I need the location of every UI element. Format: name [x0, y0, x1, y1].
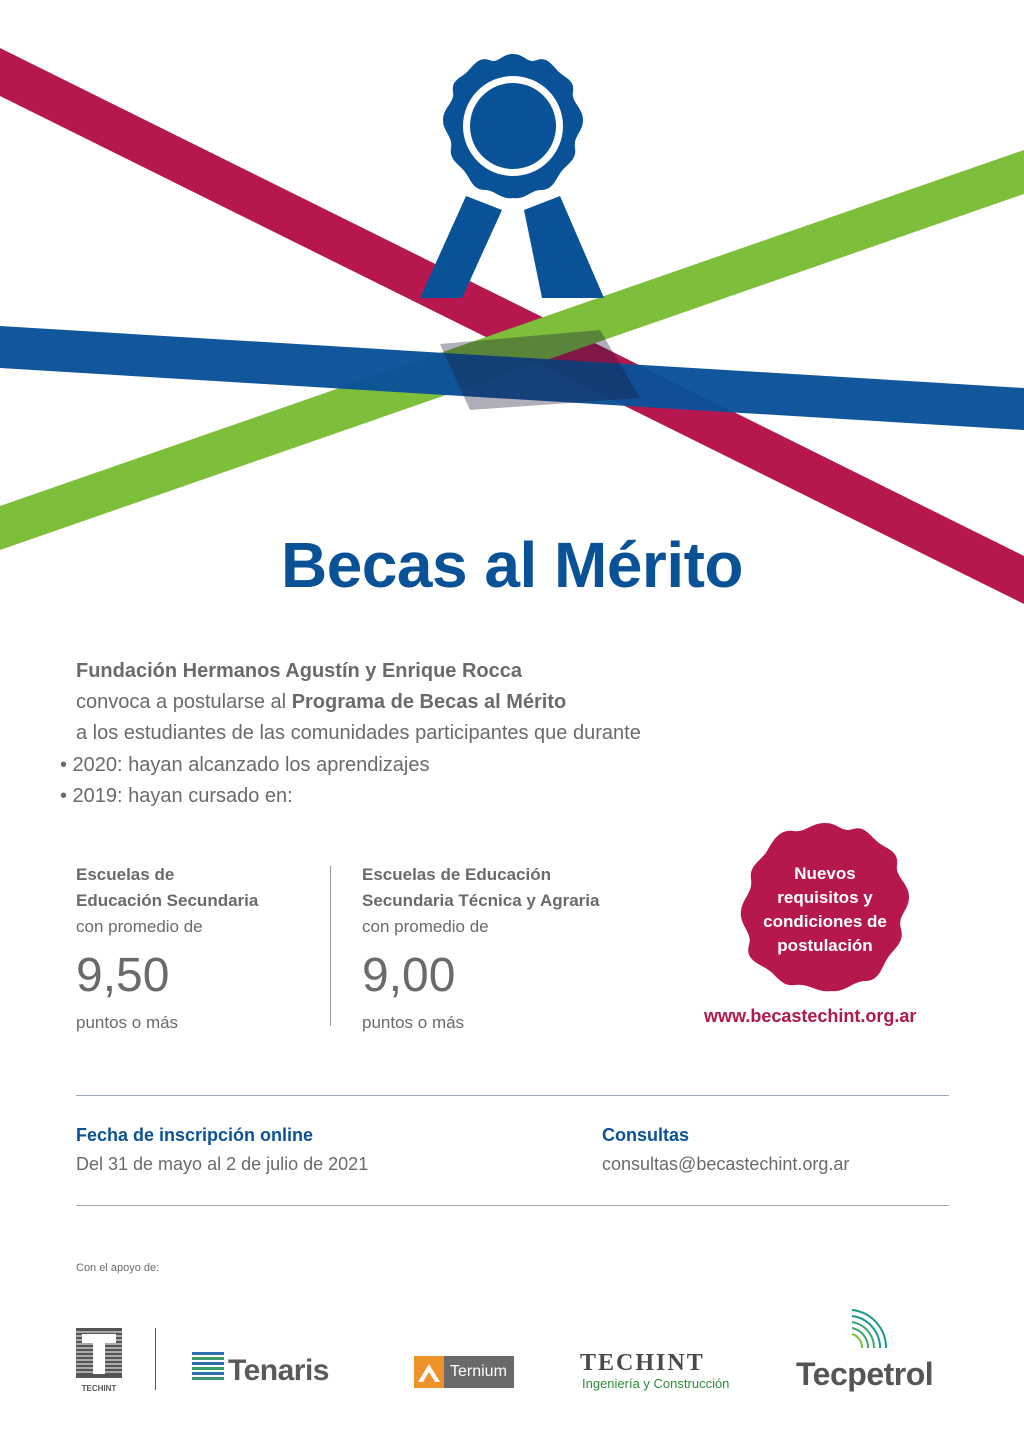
column-heading-line2: Secundaria Técnica y Agraria [362, 891, 600, 910]
score-value: 9,50 [76, 949, 170, 1002]
intro-line2-prefix: convoca a postularse al [76, 691, 292, 713]
tecpetrol-wordmark: Tecpetrol [796, 1356, 934, 1392]
divider-top [76, 1095, 949, 1096]
techint-ic-subtitle: Ingeniería y Construcción [582, 1376, 730, 1391]
tecpetrol-arcs-icon [848, 1308, 888, 1352]
techint-ic-wordmark: TECHINT [580, 1350, 705, 1376]
tenaris-wordmark: Tenaris [228, 1354, 329, 1387]
tenaris-logo [192, 1352, 352, 1392]
website-link[interactable]: www.becastechint.org.ar [704, 1006, 917, 1026]
ternium-logo [414, 1356, 514, 1388]
techint-ic-logo [580, 1350, 740, 1394]
tenaris-stripes-icon [192, 1352, 224, 1380]
column-heading-line1: Escuelas de [76, 865, 175, 884]
tecpetrol-logo [796, 1308, 956, 1398]
column-heading-line1: Escuelas de Educación [362, 865, 551, 884]
techint-t-caption: TECHINT [81, 1384, 117, 1393]
intro-text [76, 656, 641, 749]
contact-label: Consultas [602, 1125, 690, 1145]
average-label: con promedio de [362, 917, 489, 936]
rosette-tail-right [524, 196, 604, 298]
overlap-dark [440, 330, 640, 410]
score-value: 9,00 [362, 949, 456, 1002]
seal-line: condiciones de [763, 912, 887, 931]
contact-email[interactable]: consultas@becastechint.org.ar [602, 1154, 850, 1174]
bullet-list [60, 750, 429, 812]
seal-line: Nuevos [794, 864, 856, 883]
intro-line3: a los estudiantes de las comunidades participantes que durante [76, 722, 641, 744]
registration-label: Fecha de inscripción online [76, 1125, 314, 1145]
seal-text [736, 862, 914, 958]
column-technical [362, 862, 599, 1036]
column-divider [330, 866, 331, 1026]
ternium-wordmark: Ternium [450, 1363, 507, 1380]
average-label: con promedio de [76, 917, 203, 936]
bullet-2019: • 2019: hayan cursado en: [60, 785, 293, 807]
logo-divider [155, 1328, 156, 1390]
seal-line: postulación [777, 936, 873, 955]
program-name: Programa de Becas al Mérito [291, 691, 567, 713]
rosette-tail-left [420, 196, 502, 298]
registration-dates: Del 31 de mayo al 2 de julio de 2021 [76, 1154, 369, 1174]
column-heading-line2: Educación Secundaria [76, 891, 259, 910]
techint-t-icon [76, 1328, 122, 1378]
contact-block [602, 1125, 849, 1175]
points-label: puntos o más [76, 1013, 179, 1032]
registration-block [76, 1125, 368, 1175]
points-label: puntos o más [362, 1013, 465, 1032]
foundation-name: Fundación Hermanos Agustín y Enrique Rocca [76, 660, 522, 682]
ternium-icon [414, 1356, 444, 1388]
divider-bottom [76, 1205, 949, 1206]
page-title: Becas al Mérito [280, 529, 744, 601]
column-secondary [76, 862, 258, 1036]
rosette-icon [443, 54, 583, 198]
techint-t-logo [76, 1328, 122, 1393]
decorative-ribbons [0, 0, 1024, 620]
bullet-2020: • 2020: hayan alcanzado los aprendizajes [60, 754, 430, 776]
new-requirements-seal [736, 818, 914, 996]
seal-line: requisitos y [777, 888, 873, 907]
support-label: Con el apoyo de: [76, 1262, 160, 1274]
